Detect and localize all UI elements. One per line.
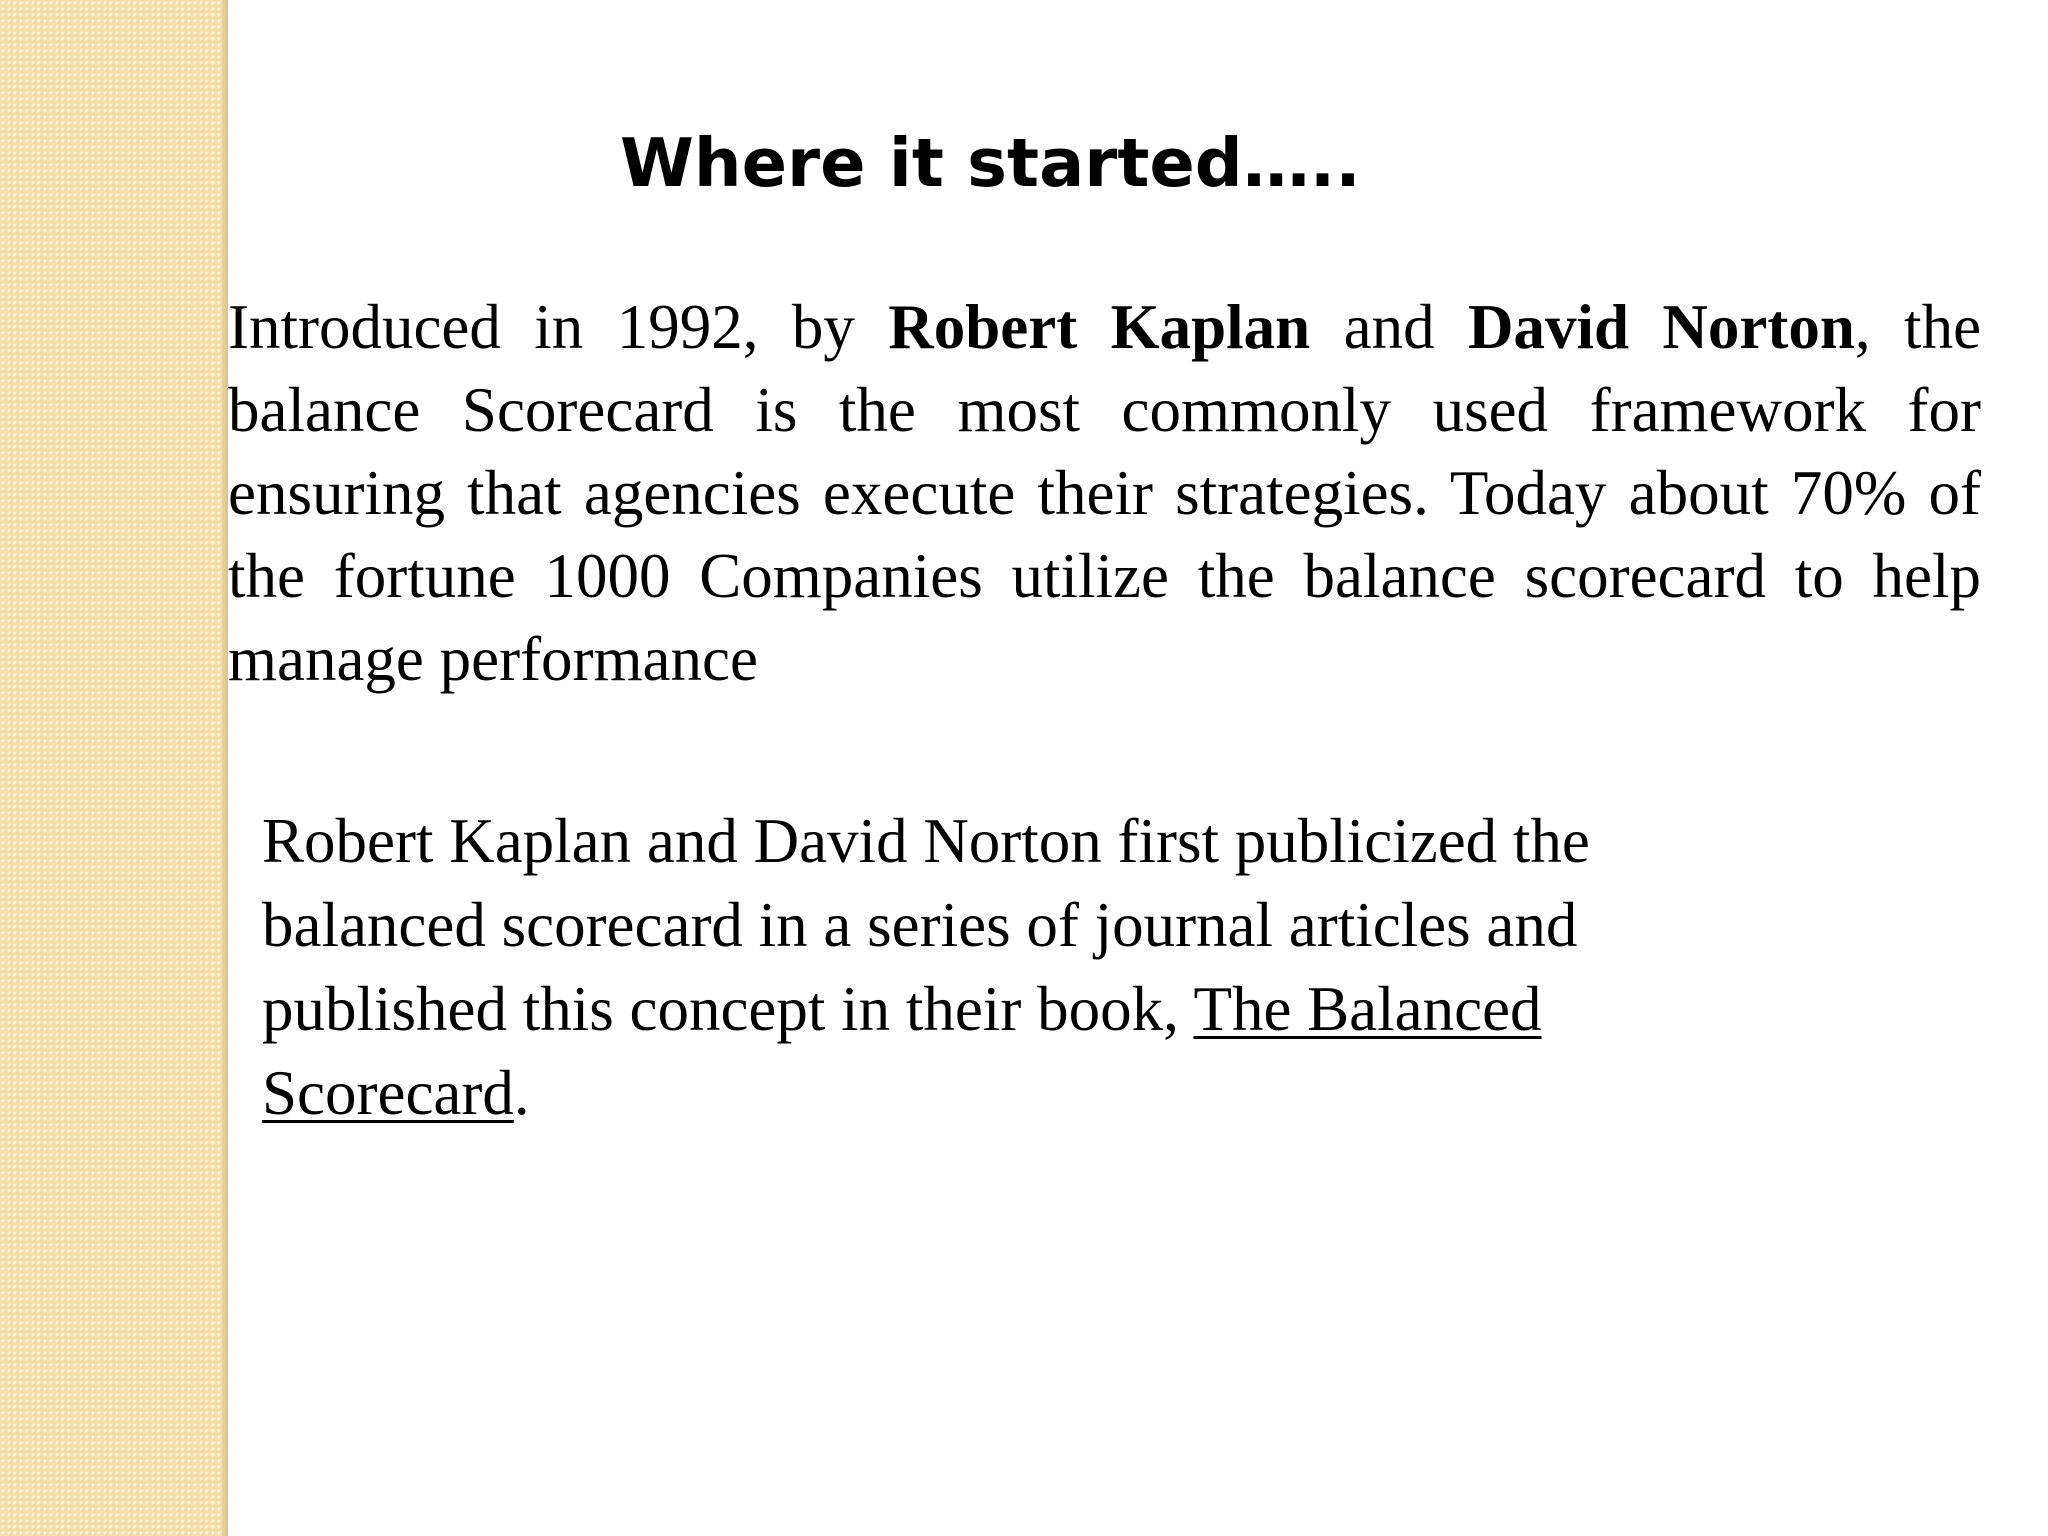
intro-text-start: Introduced in 1992, by [228, 292, 889, 362]
slide-title: Where it started….. [620, 124, 1361, 202]
intro-text-and: and [1310, 292, 1468, 362]
intro-paragraph [228, 286, 1981, 701]
intro-text-rest: , the balance Scorecard is the most commonly used framework for ensuring that agencies execute their strategies. Today about 70% of the fortune 1000 Companies utilize the balance scorecard to help manage performance [228, 292, 1982, 694]
book-title: The Balanced Scorecard [262, 974, 1542, 1128]
author-name-norton: David Norton [1467, 292, 1855, 362]
history-text-start: Robert Kaplan and David Norton first publicized the balanced scorecard in a series of journal articles and published this concept in their book, [262, 806, 1590, 1044]
author-name-kaplan: Robert Kaplan [888, 292, 1311, 362]
decorative-side-band [0, 0, 228, 1536]
side-band-edge [222, 0, 228, 1536]
history-text-end: . [513, 1058, 530, 1128]
history-paragraph [262, 799, 1762, 1135]
